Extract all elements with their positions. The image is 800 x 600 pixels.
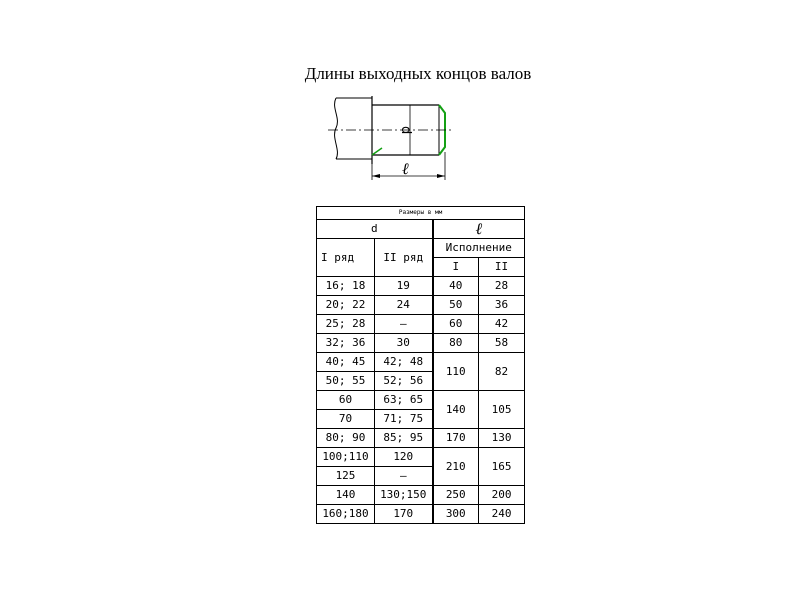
row2-cell: 63; 65 (375, 391, 433, 410)
row2-cell: 71; 75 (375, 410, 433, 429)
row1-cell: 40; 45 (317, 353, 375, 372)
table-row (317, 334, 525, 353)
row1-cell: 60 (317, 391, 375, 410)
exec1-cell: 80 (433, 334, 479, 353)
exec2-cell: 165 (479, 448, 525, 486)
exec2-cell: 58 (479, 334, 525, 353)
exec1-header: I (433, 258, 479, 277)
exec2-cell: 200 (479, 486, 525, 505)
page-title: Длины выходных концов валов (304, 64, 532, 83)
shaft-length-table (316, 206, 525, 524)
exec1-cell: 300 (433, 505, 479, 524)
row2-cell: 24 (375, 296, 433, 315)
units-caption: Размеры в мм (317, 207, 525, 220)
exec1-cell: 110 (433, 353, 479, 391)
row2-cell: 42; 48 (375, 353, 433, 372)
row2-cell: 120 (375, 448, 433, 467)
exec2-cell: 105 (479, 391, 525, 429)
execution-header: Исполнение (433, 239, 525, 258)
row1-cell: 20; 22 (317, 296, 375, 315)
l-header: ℓ (433, 220, 525, 239)
length-label: ℓ (402, 159, 409, 178)
exec1-cell: 40 (433, 277, 479, 296)
table-row (317, 296, 525, 315)
row1-cell: 50; 55 (317, 372, 375, 391)
table-row (317, 315, 525, 334)
exec2-header: II (479, 258, 525, 277)
table-row (317, 429, 525, 448)
table-row (317, 486, 525, 505)
exec2-cell: 130 (479, 429, 525, 448)
row2-cell: 52; 56 (375, 372, 433, 391)
exec2-cell: 240 (479, 505, 525, 524)
exec2-cell: 82 (479, 353, 525, 391)
row1-header: I ряд (317, 239, 375, 277)
table-row (317, 391, 525, 410)
row1-cell: 70 (317, 410, 375, 429)
exec1-cell: 140 (433, 391, 479, 429)
row1-cell: 125 (317, 467, 375, 486)
row2-cell: 170 (375, 505, 433, 524)
row2-cell: 130;150 (375, 486, 433, 505)
diameter-label: d (398, 126, 413, 135)
exec1-cell: 210 (433, 448, 479, 486)
row1-cell: 80; 90 (317, 429, 375, 448)
row2-header: II ряд (375, 239, 433, 277)
d-header: d (317, 220, 433, 239)
row2-cell: 19 (375, 277, 433, 296)
row2-cell: – (375, 315, 433, 334)
exec1-cell: 60 (433, 315, 479, 334)
table-row (317, 448, 525, 467)
row1-cell: 160;180 (317, 505, 375, 524)
exec2-cell: 28 (479, 277, 525, 296)
shaft-end-drawing (320, 92, 470, 182)
shaft-body-outline (335, 98, 372, 159)
exec2-cell: 36 (479, 296, 525, 315)
exec1-cell: 50 (433, 296, 479, 315)
row2-cell: – (375, 467, 433, 486)
table-row (317, 353, 525, 372)
row1-cell: 16; 18 (317, 277, 375, 296)
row2-cell: 85; 95 (375, 429, 433, 448)
exec2-cell: 42 (479, 315, 525, 334)
table-row (317, 277, 525, 296)
table-row (317, 505, 525, 524)
row1-cell: 32; 36 (317, 334, 375, 353)
row2-cell: 30 (375, 334, 433, 353)
row1-cell: 100;110 (317, 448, 375, 467)
row1-cell: 25; 28 (317, 315, 375, 334)
exec1-cell: 250 (433, 486, 479, 505)
row1-cell: 140 (317, 486, 375, 505)
exec1-cell: 170 (433, 429, 479, 448)
